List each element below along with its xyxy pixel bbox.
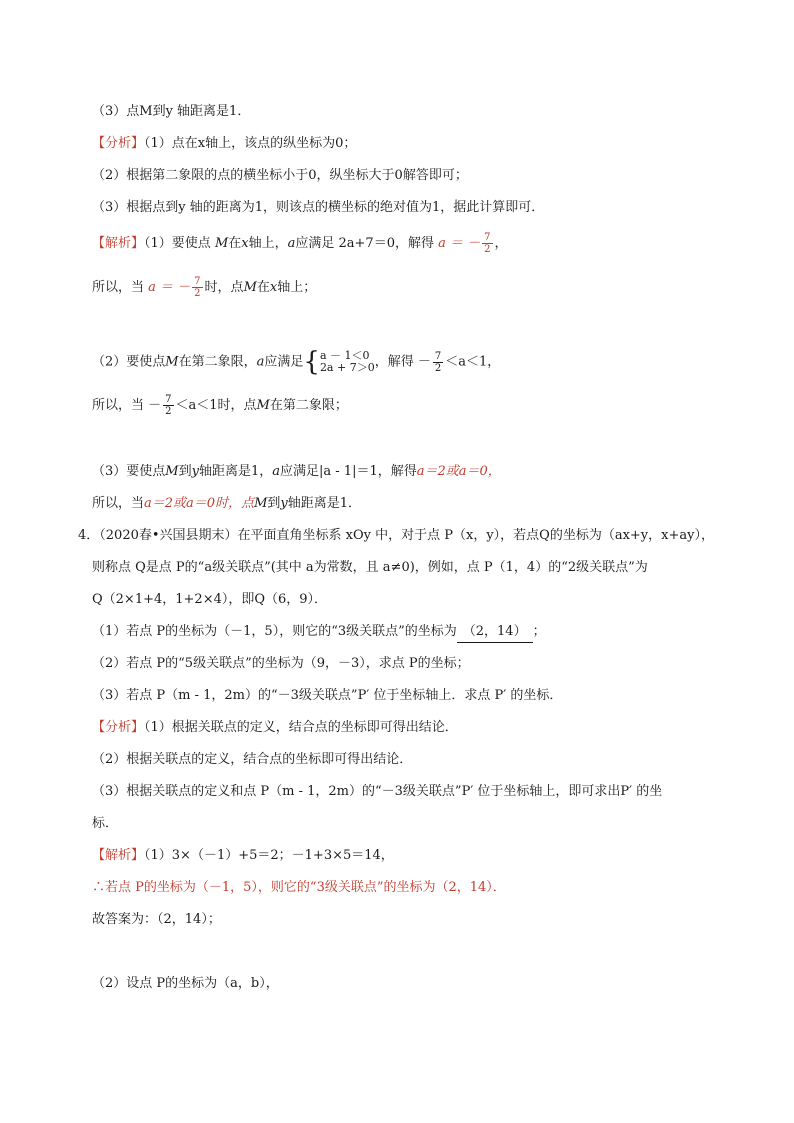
var: M [165,354,179,370]
solution-line-6 [92,494,361,514]
var: a [272,464,281,479]
var: a [256,354,265,370]
analysis4-line-1 [92,718,458,738]
answer-blank: （2，14） [457,622,533,643]
text: 轴上； [277,280,317,295]
text: 应满足|a - 1|＝1，解得 [280,464,417,479]
var: M [243,280,257,295]
text: （3）根据点到y 轴的距离为1，则该点的横坐标的绝对值为1，据此计算即可． [92,200,545,215]
text: 所以，当 [92,496,145,511]
var: M [256,398,270,413]
solution4-line-2 [92,878,506,898]
fraction [482,232,492,255]
text: （1）根据关联点的定义，结合点的坐标即可得出结论． [144,720,458,735]
denominator: 2 [434,362,442,374]
text: （3）要使点 [92,464,166,479]
text: （3）点M到y 轴距离是1． [92,104,251,119]
text: （2）根据第二象限的点的横坐标小于0，纵坐标大于0解答即可； [92,168,468,183]
text: （2）要使点 [92,354,166,370]
solution4-line-1 [92,846,394,866]
solution-line-1 [92,232,508,255]
text: （1）点在x轴上，该点的纵坐标为0； [144,136,357,151]
var: M [165,464,179,479]
var: a ＝ － [438,236,481,251]
analysis-header: 【分析】 [92,136,145,151]
numerator: 7 [434,350,442,362]
question4-sub2 [92,654,470,674]
question4-line-3 [92,590,327,610]
var: x [241,236,249,251]
text: ； [532,624,546,639]
analysis-header: 【分析】 [92,720,145,735]
text: Q（2×1+4，1+2×4），即Q（6，9）． [92,592,328,607]
text: ， [494,236,508,251]
var: y [191,464,199,479]
fraction [192,276,202,299]
text: 轴距离是1． [287,496,362,511]
text: 标． [92,816,119,831]
var: x [269,280,278,295]
part3-statement [92,102,250,122]
answer: a＝0时，点 [186,496,255,511]
denominator: 2 [194,288,201,299]
text: 轴上， [248,236,288,251]
denominator: 2 [484,244,491,255]
question4-sub1 [92,622,546,643]
solution4-line-4 [92,974,279,994]
text: （1）要使点 [144,236,211,251]
text: 到 [178,464,192,479]
text: 在 [256,280,270,295]
text: 所以，当 [92,280,145,295]
numerator: 7 [194,276,201,287]
text: ＜a＜1， [445,354,501,370]
brace-icon: { [303,347,320,377]
numerator: 7 [165,394,172,405]
denominator: 2 [165,406,172,417]
text: ∴若点 P的坐标为（－1，5），则它的“3级关联点”的坐标为（2，14）． [92,880,506,895]
var: a ＝ － [148,280,191,295]
solution-line-3 [92,347,501,377]
var: M [254,496,268,511]
text: 在 [228,236,242,251]
var: y [280,496,288,511]
system-row: a － 1＜0 [319,349,370,362]
answer: a＝2或 [416,464,459,479]
text: ，解得 － [374,354,431,370]
text: 所以，当 － [92,398,162,413]
text: 故答案为：（2，14）； [92,912,221,927]
var: M [214,236,229,251]
answer: a＝2或 [144,496,187,511]
analysis-line-3 [92,198,544,218]
fraction [163,394,173,417]
text: （2）若点 P的“5级关联点”的坐标为（9，－3），求点 P的坐标； [92,656,470,671]
text: 应满足 2a+7＝0，解得 [295,236,434,251]
text: 时，点 [204,280,244,295]
system-row: 2a + 7＞0 [319,361,375,374]
solution-line-5 [92,462,501,482]
text: （1）3×（－1）+5＝2；－1+3×5＝14， [144,848,394,863]
analysis4-line-3 [92,782,662,802]
analysis4-line-4 [92,814,118,834]
text: ＜a＜1时，点 [175,398,257,413]
analysis-line-2 [92,166,468,186]
text: （3）若点 P（m - 1，2m）的“－3级关联点”P′ 位于坐标轴上．求点 P′ 的坐标． [92,688,563,703]
text: 到 [267,496,281,511]
numerator: 7 [484,232,491,243]
solution-header: 【解析】 [92,848,145,863]
solution-line-2 [92,276,316,299]
inequality-system [303,347,375,377]
analysis4-line-2 [92,750,412,770]
answer: a＝0， [458,464,501,479]
question4-line-2 [92,558,648,578]
text: （3）根据关联点的定义和点 P（m - 1，2m）的“－3级关联点”P′ 位于坐标轴上，即可求出P′ 的坐 [92,784,663,799]
text: （2）根据关联点的定义，结合点的坐标即可得出结论． [92,752,413,767]
text: （1）若点 P的坐标为（－1，5），则它的“3级关联点”的坐标为 [92,624,457,639]
var: a [287,236,296,251]
text: 在第二象限； [269,398,348,413]
text: 4．（2020春•兴国县期末）在平面直角坐标系 xOy 中，对于点 P（x，y），若点Q的坐标为（ax+y，x+ay）， [78,528,714,543]
text: 轴距离是1， [198,464,273,479]
analysis-line-1 [92,134,356,154]
solution-header: 【解析】 [92,236,145,251]
text: （2）设点 P的坐标为（a，b）， [92,976,279,991]
text: 在第二象限， [178,354,257,370]
question4-line-1 [78,526,714,546]
text: 应满足 [264,354,304,370]
solution-line-4 [92,394,348,417]
solution4-line-3 [92,910,221,930]
text: 则称点 Q是点 P的“a级关联点”(其中 a为常数，且 a≠0)，例如，点 P（1，4）的“2级关联点”为 [92,560,648,575]
fraction [433,351,443,374]
question4-sub3 [92,686,562,706]
